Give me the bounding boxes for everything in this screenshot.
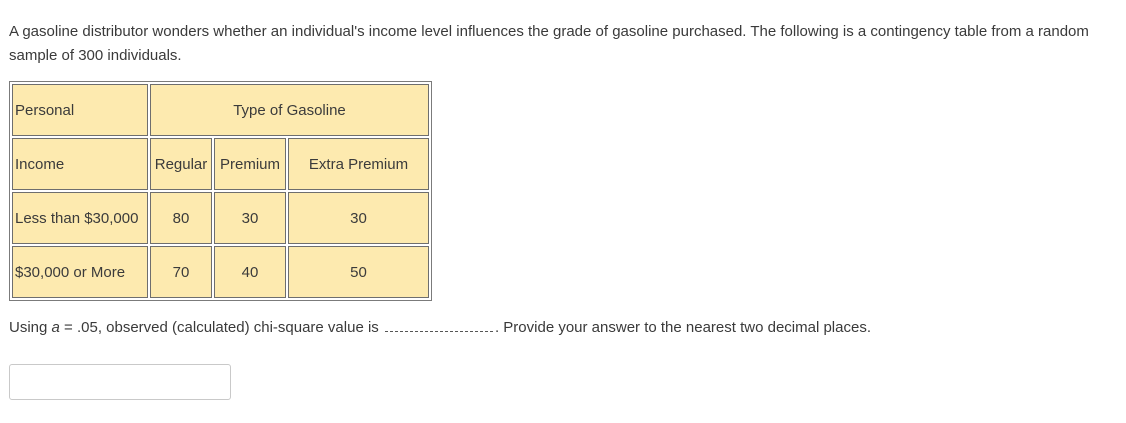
problem-intro: A gasoline distributor wonders whether an individual's income level influences the grade of gasoline purchased. The following is a contingency table from a random sample of 300 individuals. [9,23,1089,64]
answer-input[interactable] [9,364,231,400]
alpha-symbol: a [51,319,60,336]
answer-blank [385,317,493,332]
question-middle: = .05, observed (calculated) chi-square value is [59,319,383,336]
table-cell: 70 [150,246,212,298]
table-row [12,192,429,244]
question-prefix: Using [9,319,52,336]
header-personal: Personal [12,84,148,136]
contingency-table [9,81,432,301]
header-regular: Regular [150,138,212,190]
table-cell: 30 [214,192,286,244]
table-cell: 30 [288,192,429,244]
table-row [12,246,429,298]
table-cell: 50 [288,246,429,298]
row-label: $30,000 or More [12,246,148,298]
question-suffix: . Provide your answer to the nearest two decimal places. [494,319,871,336]
table-header-row [12,84,429,136]
header-type-of-gasoline: Type of Gasoline [150,84,429,136]
header-extra-premium: Extra Premium [288,138,429,190]
table-cell: 40 [214,246,286,298]
header-income: Income [12,138,148,190]
table-cell: 80 [150,192,212,244]
header-premium: Premium [214,138,286,190]
question-text [9,317,871,336]
row-label: Less than $30,000 [12,192,148,244]
table-subheader-row [12,138,429,190]
